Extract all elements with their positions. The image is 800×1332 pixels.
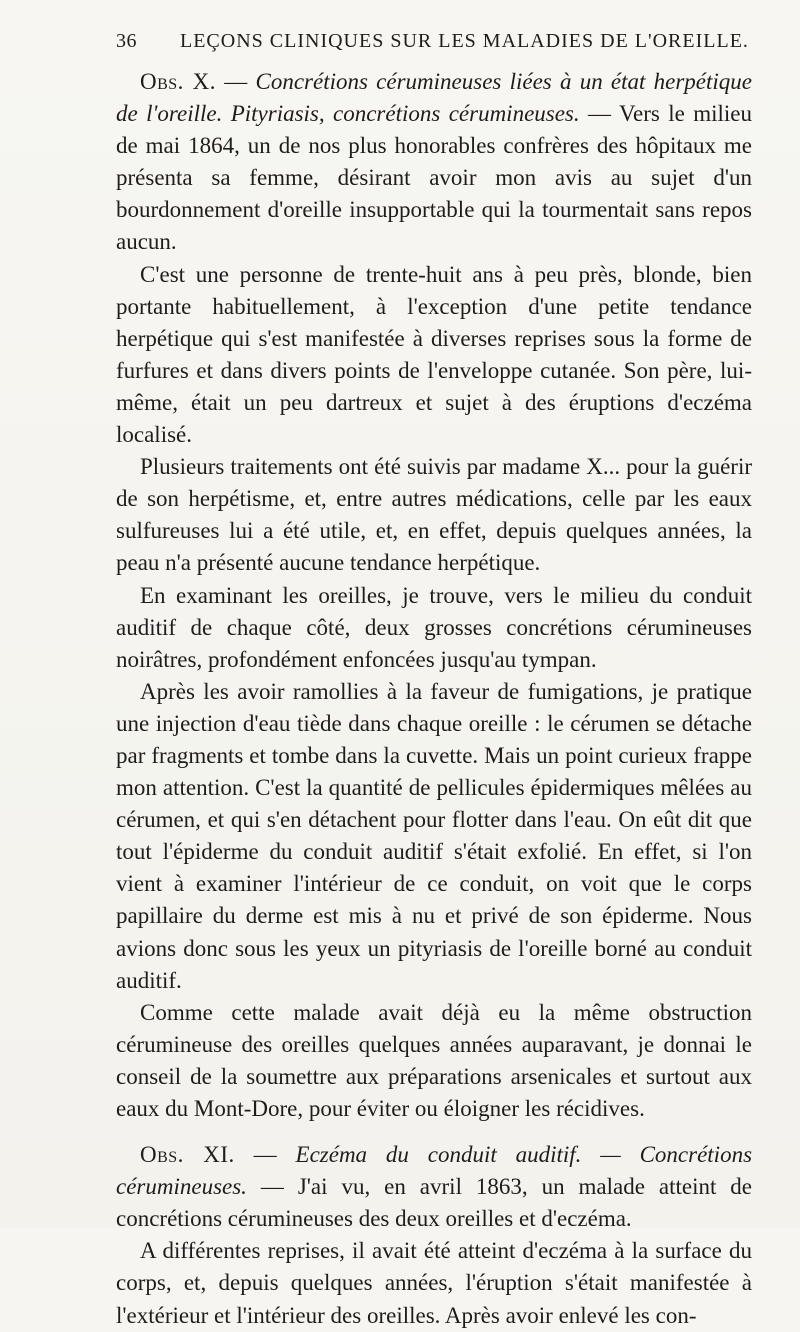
obs-xi-paragraph-1: A différentes reprises, il avait été atteint d'eczéma à la surface du corps, et, depuis quelques années, l'éruption s'était manifestée à l'extérieur et l'intérieur des oreilles. Après avoir enlevé les con- <box>116 1238 752 1328</box>
obs-x-paragraph-5: Comme cette malade avait déjà eu la même obstruction cérumineuse des oreilles quelques années auparavant, je donnai le conseil de la soumettre aux préparations arsenicales et surtout aux eaux du Mont-Dore, pour éviter ou éloigner les récidives. <box>116 999 752 1121</box>
page-number: 36 <box>116 30 137 52</box>
obs-x-paragraph-3: En examinant les oreilles, je trouve, vers le milieu du conduit auditif de chaque côté, deux grosses concrétions cérumineuses noirâtres, profondément enfoncées jusqu'au tympan. <box>116 582 752 672</box>
obs-x-label: Obs. X. <box>140 69 217 94</box>
body-text <box>116 66 752 1332</box>
obs-x-paragraph-2: Plusieurs traitements ont été suivis par madame X... pour la guérir de son herpétisme, et, entre autres médications, celle par les eaux sulfureuses lui a été utile, et, en effet, depuis quelques années, la peau n'a présenté aucune tendance herpétique. <box>116 454 752 576</box>
obs-xi-intro: — J'ai vu, en avril 1863, un malade atteint de concrétions cérumineuses des deux oreilles et d'eczéma. <box>116 1174 752 1232</box>
obs-xi-heading-paragraph <box>116 1139 752 1235</box>
page-header <box>116 30 749 62</box>
obs-x-dash2: — <box>579 101 619 127</box>
obs-xi-label: Obs. XI. <box>140 1142 235 1168</box>
obs-x-intro: Vers le milieu de mai 1864, un de nos plus honorables confrères des hôpitaux me présenta sa femme, désirant avoir mon avis au sujet d'un bourdonnement d'oreille insupportable qui la tourmentait sans repos aucun. <box>116 101 752 255</box>
obs-x-dash: — <box>216 69 256 94</box>
obs-x-heading-paragraph <box>116 66 752 259</box>
obs-x-title: Concrétions cérumineuses liées à un état herpétique de l'oreille. Pityriasis, concrétions cérumineuses. <box>116 69 753 127</box>
obs-x-paragraph-1: C'est une personne de trente-huit ans à peu près, blonde, bien portante habituellement, à l'exception d'une petite tendance herpétique qui s'est manifestée à diverses reprises sous la forme de furfures et dans divers points de l'enveloppe cutanée. Son père, lui-même, était un peu dartreux et sujet à des éruptions d'eczéma localisé. <box>116 261 752 448</box>
section-gap <box>116 1125 752 1139</box>
obs-xi-title: Eczéma du conduit auditif. — Concrétions cérumineuses. <box>116 1142 753 1200</box>
running-title: LEÇONS CLINIQUES SUR LES MALADIES DE L'OREILLE. <box>180 30 749 52</box>
obs-x-paragraph-4: Après les avoir ramollies à la faveur de fumigations, je pratique une injection d'eau tiède dans chaque oreille : le cérumen se détache par fragments et tombe dans la cuvette. Mais un point curieux frappe mon attention. C'est la quantité de pellicules épidermiques mêlées au cérumen, et qui s'en détachent pour flotter dans l'eau. On eût dit que tout l'épiderme du conduit auditif s'était exfolié. En effet, si l'on vient à examiner l'intérieur de ce conduit, on voit que le corps papillaire du derme est mis à nu et privé de son épiderme. Nous avions donc sous les yeux un pityriasis de l'oreille borné au conduit auditif. <box>116 678 752 993</box>
obs-xi-dash: — <box>234 1142 296 1168</box>
